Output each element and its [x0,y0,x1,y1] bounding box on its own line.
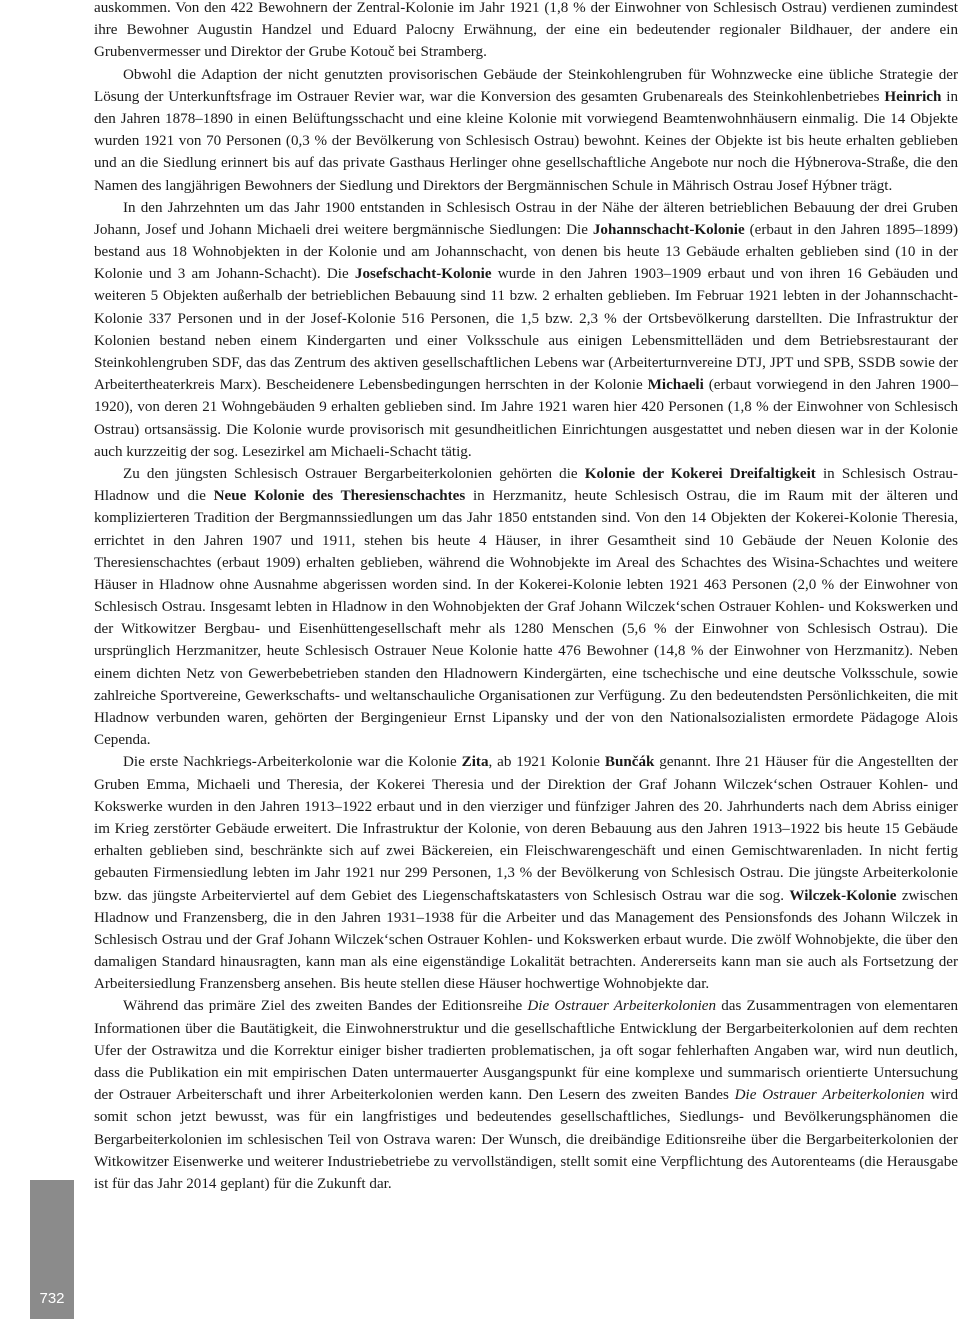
text-run: in Schlesisch Ostrau-Hladnow und die [94,465,958,505]
text-run: wird somit schon jetzt bewusst, was für ein langfristiges und bedeutendes gesellschaftliches, Siedlungs- und Bevölkerungsphänomen die Bergarbeiterkolonien im schlesischen Teil von Ostrava waren: Der Wunsch, die dreibändige Editionsreihe über die Bergarbeiterkolonien der Witkowitzer Eisenwerke und weiterer Industriebetriebe zu vervollständigen, stellt somit eine Verpflichtung des Autorenteams (die Herausgabe ist für das Jahr 2014 geplant) für die Zukunft dar. [94,1087,958,1192]
italic-title: Die Ostrauer Arbeiterkolonien [527,998,717,1015]
text-run: Die erste Nachkriegs-Arbeiterkolonie war die Kolonie [123,754,462,771]
text-run: in den Jahren 1878–1890 in einen Belüftungsschacht und eine kleine Kolonie mit vorwiegend Beamtenwohnhäusern einmalig. Die 14 Objekte wurden 1921 von 70 Personen (0,3 % der Bevölkerung von Schlesisch Ostrau) bewohnt. Keines der Objekte ist bis heute erhalten geblieben und an die Siedlung erinnert bis auf das private Gasthaus Herlinger ohne gesellschaftliche Angebote nur noch die Hýbnerova-Straße, die den Namen des langjährigen Bewohners der Siedlung und Direktors der Bergmännischen Schule in Mährisch Ostrau Josef Hýbner trägt. [94,88,958,194]
bold-term: Wilczek-Kolonie [789,887,897,904]
text-run: Zu den jüngsten Schlesisch Ostrauer Bergarbeiterkolonien gehörten die [123,465,585,482]
page-number: 732 [39,1290,65,1307]
text-run: (erbaut in den Jahren 1895–1899) bestand aus 18 Wohnobjekten in der Kolonie und am Johannschacht, von denen bis heute 13 Gebäude erhalten geblieben sind (10 in der Kolonie und 3 am Johann-Schacht). Die [94,221,958,283]
text-run: das Zusammentragen von elementaren Informationen über die Bautätigkeit, die Einwohnerstruktur und die gesellschaftliche Entwicklung der Bergarbeiterkolonien auf dem rechten Ufer der Ostrawitza und die Korrektur einiger bisher tradierten problematischen, ja oft sogar fehlerhaften Angaben war, wird nun deutlich, dass die Publikation ein mit empirischen Daten untermauerter Ausgangspunkt für eine komplexe und summarisch orientierte Untersuchung der Ostrauer Arbeiterschaft und ihrer Arbeiterkolonien werden kann. Den Lesern des zweiten Bandes [94,998,958,1104]
body-text [94,0,958,1195]
text-run: wurde in den Jahren 1903–1909 erbaut und von ihren 16 Gebäuden und weiteren 5 Objekten außerhalb der betrieblichen Bebauung sind 11 bzw. 2 erhalten geblieben. Im Februar 1921 lebten in der Johannschacht-Kolonie 337 Personen und in der Josef-Kolonie 516 Personen, die 1,5 bzw. 2,3 % der Ortsbevölkerung darstellten. Die Infrastruktur der Kolonien bestand neben einem Kindergarten und einer Volksschule aus einigen Lebensmittelläden und dem Betriebsrestaurant der Steinkohlengruben SDF, das das Zentrum des aktiven gesellschaftlichen Lebens war (Arbeiterturnvereine DTJ, JPT und SPB, SSDB sowie der Arbeitertheaterkreis Marx). Bescheidenere Lebensbedingungen herrschten in der Kolonie [94,266,958,394]
bold-term: Zita [461,754,489,771]
paragraph [94,463,958,751]
bold-term: Bunčák [604,754,655,771]
text-run: In den Jahrzehnten um das Jahr 1900 entstanden in Schlesisch Ostrau in der Nähe der älteren betrieblichen Bebauung der drei Gruben Johann, Josef und Johann Michaeli drei weitere bergmännische Siedlungen: Die [94,199,958,238]
text-run: genannt. Ihre 21 Häuser für die Angestellten der Gruben Emma, Michaeli und Theresia, der Kokerei Theresia und der Direktion der Graf Johann Wilczek‘schen Ostrauer Kohlen- und Kokswerke wurden in den Jahren 1913–1922 erbaut und in den vierziger und fünfziger Jahren des 20. Jahrhunderts nach dem Abriss einiger im Krieg zerstörter Gebäude erweitert. Die Infrastruktur der Kolonie, von deren Bebauung aus den Jahren 1913–1922 bis heute 15 Gebäude erhalten geblieben sind, beschränkte sich auf zwei Bäckereien, ein Fleischwarengeschäft und einen Gemischtwarenladen. In nicht fertig gebauten Firmensiedlung lebten im Jahr 1921 nur 299 Personen, 1,3 % der Bevölkerung von Schlesisch Ostrau. Die jüngste Arbeiterkolonie bzw. das jüngste Arbeiterviertel auf dem Gebiet des Liegenschaftskatasters von Schlesisch Ostrau war die sog. [94,754,958,904]
text-run: (erbaut vorwiegend in den Jahren 1900–1920), von deren 21 Wohngebäuden 9 erhalten geblieben sind. Im Jahre 1921 waren hier 420 Personen (1,8 % der Einwohner von Schlesisch Ostrau) ortsansässig. Die Kolonie wurde provisorisch mit gesundheitlichen Einrichtungen ausgestattet und neben diesen war in der Kolonie auch kurzzeitig der sog. Lesezirkel am Michaeli-Schacht tätig. [94,377,958,460]
text-run: , ab 1921 Kolonie [488,754,605,771]
text-run: auskommen. Von den 422 Bewohnern der Zentral-Kolonie im Jahr 1921 (1,8 % der Einwohner von Schlesisch Ostrau) verdienen zumindest ihre Bewohner Augustin Handzel und Eduard Palocny Erwähnung, der eine ein bedeutender regionaler Bildhauer, der andere ein Grubenvermesser und Direktor der Grube Kotouč bei Stramberg. [94,0,958,61]
paragraph [94,197,958,463]
paragraph [94,995,958,1195]
bold-term: Michaeli [647,377,704,394]
bold-term: Neue Kolonie des Theresienschachtes [213,488,466,505]
text-run: Während das primäre Ziel des zweiten Bandes der Editionsreihe [123,998,528,1015]
bold-term: Josefschacht-Kolonie [354,266,492,283]
text-run: in Herzmanitz, heute Schlesisch Ostrau, die im Raum mit der älteren und komplizierteren Tradition der Bergmannssiedlungen um das Jahr 1850 entstanden sind. Von den 14 Objekten der Kokerei-Kolonie Theresia, errichtet in den Jahren 1907 und 1911, stehen bis heute 4 Häuser, in ihrer Gesamtheit sind 10 Gebäude der Neuen Kolonie des Theresienschachtes (erbaut 1909) erhalten geblieben, während die Wohnobjekte im Areal des Schachtes des Wisina-Schachtes und weitere Häuser in Hladnow ohne Ausnahme abgerissen worden sind. In der Kokerei-Kolonie lebten 1921 463 Personen (2,0 % der Einwohner von Schlesisch Ostrau. Insgesamt lebten in Hladnow in den Wohnobjekten der Graf Johann Wilczek‘schen Ostrauer Kohlen- und Kokswerken und der Witkowitzer Bergbau- und Eisenhüttengesellschaft mehr als 1280 Menschen (5,6 % der Einwohner von Schlesisch Ostrau). Die ursprünglich Herzmanitzer, heute Schlesisch Ostrauer Neue Kolonie hatte 476 Bewohner (14,8 % der Einwohner von Herzmanitz). Neben einem dichten Netz von Gewerbebetrieben standen den Hladnowern Kindergärten, eine tschechische und eine deutsche Volksschule, sowie zahlreiche Sportvereine, Gewerkschafts- und weltanschauliche Organisationen zur Verfügung. Zu den bedeutendsten Persönlichkeiten, die mit Hladnow verbunden waren, gehörten der Bergingenieur Ernst Lipansky und der von den Nationalsozialisten ermordete Pädagoge Alois Cependa. [94,488,958,749]
text-run: zwischen Hladnow und Franzensberg, die in den Jahren 1931–1938 für die Arbeiter und das Management des Pensionsfonds des Johann Wilczek in Schlesisch Ostrau und der Graf Johann Wilczek‘schen Ostrauer Kohlen- und Kokswerken erbaut wurde. Die zwölf Wohnobjekte, die über den damaligen Standard hinausragten, kann man als eine eigenständige Lokalität betrachten. Andererseits kann man sie auch als Fortsetzung der Arbeitersiedlung Franzensberg ansehen. Bis heute stellen diese Häuser hochwertige Wohnobjekte dar. [94,887,958,993]
bold-term: Heinrich [884,88,942,105]
bold-term: Johannschacht-Kolonie [592,221,745,238]
text-run: Obwohl die Adaption der nicht genutzten provisorischen Gebäude der Steinkohlengruben für Wohnzwecke eine übliche Strategie der Lösung der Unterkunftsfrage im Ostrauer Revier war, war die Konversion des gesamten Grubenareals des Steinkohlenbetriebes [94,66,958,105]
paragraph [94,64,958,197]
italic-title: Die Ostrauer Arbeiterkolonien [734,1087,925,1104]
page-number-tab [30,1180,74,1319]
paragraph [94,0,958,64]
bold-term: Kolonie der Kokerei Dreifaltigkeit [584,465,816,482]
paragraph [94,751,958,995]
